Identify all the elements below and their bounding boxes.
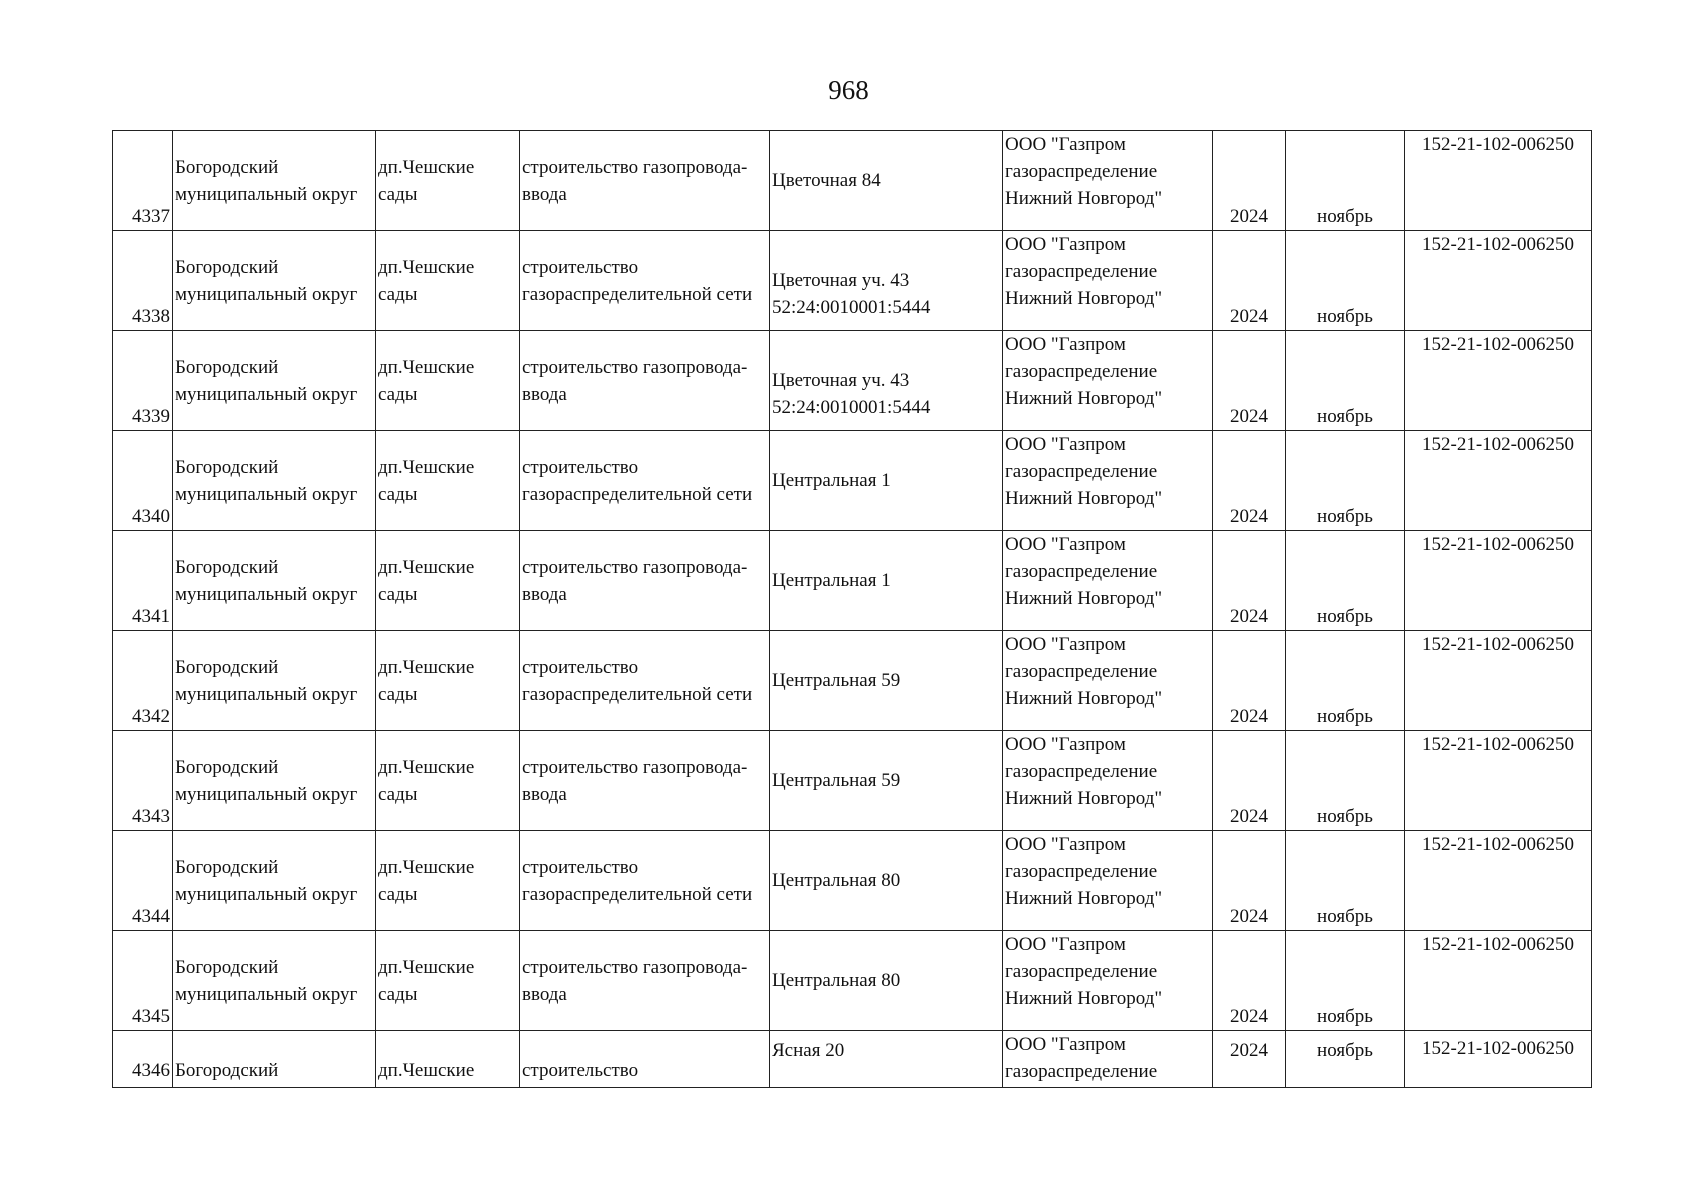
work-type-line: ввода	[522, 383, 567, 405]
month-cell	[1286, 831, 1405, 931]
district-cell	[173, 731, 376, 831]
district-cell	[173, 831, 376, 931]
address-cell	[770, 231, 1003, 331]
work-type-line: газораспределительной сети	[522, 283, 753, 305]
address-cell	[770, 131, 1003, 231]
code-value: 152-21-102-006250	[1422, 534, 1574, 555]
district-cell	[173, 631, 376, 731]
settlement-cell	[376, 1031, 520, 1088]
code-value: 152-21-102-006250	[1422, 934, 1574, 955]
district-line: муниципальный округ	[175, 583, 358, 605]
table-row	[113, 431, 1592, 531]
work-type-line: строительство газопровода-	[522, 956, 748, 978]
address-line: Цветочная 84	[772, 170, 881, 191]
settlement-cell	[376, 531, 520, 631]
district-line: Богородский	[175, 756, 279, 778]
organization-cell	[1003, 731, 1213, 831]
district-line: муниципальный округ	[175, 283, 358, 305]
address-line: Центральная 80	[772, 970, 901, 991]
row-number: 4345	[132, 1006, 170, 1027]
year-cell	[1213, 131, 1286, 231]
work-type-cell	[520, 531, 770, 631]
organization-line: газораспределение	[1005, 761, 1158, 782]
district-line: Богородский	[175, 556, 279, 578]
code-cell	[1405, 831, 1592, 931]
settlement-cell	[376, 331, 520, 431]
year-value: 2024	[1230, 1006, 1268, 1027]
address-line: Центральная 1	[772, 470, 891, 491]
month-cell	[1286, 231, 1405, 331]
organization-line: ООО "Газпром	[1005, 934, 1126, 955]
district-line: Богородский	[175, 156, 279, 178]
work-type-line: ввода	[522, 183, 567, 205]
work-type-cell	[520, 931, 770, 1031]
organization-line: газораспределение	[1005, 261, 1158, 282]
address-line: Ясная 20	[772, 1040, 845, 1061]
address-cell	[770, 731, 1003, 831]
code-value: 152-21-102-006250	[1422, 734, 1574, 755]
organization-cell	[1003, 531, 1213, 631]
settlement-cell	[376, 831, 520, 931]
organization-line: газораспределение	[1005, 361, 1158, 382]
table-body	[113, 131, 1592, 1088]
settlement-line: сады	[378, 483, 418, 505]
code-value: 152-21-102-006250	[1422, 334, 1574, 355]
table-row	[113, 131, 1592, 231]
organization-line: газораспределение	[1005, 1061, 1158, 1082]
address-cell	[770, 431, 1003, 531]
settlement-line: сады	[378, 783, 418, 805]
organization-cell	[1003, 631, 1213, 731]
address-line: Цветочная уч. 43	[772, 270, 910, 291]
organization-line: Нижний Новгород"	[1005, 488, 1163, 509]
month-value: ноябрь	[1317, 506, 1373, 527]
year-cell	[1213, 531, 1286, 631]
district-line: Богородский	[175, 356, 279, 378]
row-number-cell	[113, 831, 173, 931]
organization-line: ООО "Газпром	[1005, 134, 1126, 155]
settlement-line: сады	[378, 883, 418, 905]
year-cell	[1213, 1031, 1286, 1088]
district-line: Богородский	[175, 956, 279, 978]
settlement-line: сады	[378, 683, 418, 705]
registry-table	[112, 130, 1592, 1088]
row-number: 4338	[132, 306, 170, 327]
organization-line: ООО "Газпром	[1005, 834, 1126, 855]
district-line: муниципальный округ	[175, 983, 358, 1005]
organization-line: газораспределение	[1005, 561, 1158, 582]
work-type-cell	[520, 831, 770, 931]
work-type-line: газораспределительной сети	[522, 883, 753, 905]
year-cell	[1213, 431, 1286, 531]
address-line: Центральная 59	[772, 770, 901, 791]
organization-line: Нижний Новгород"	[1005, 688, 1163, 709]
settlement-line: дп.Чешские	[378, 456, 475, 478]
settlement-line: дп.Чешские	[378, 656, 475, 678]
row-number-cell	[113, 1031, 173, 1088]
organization-line: ООО "Газпром	[1005, 1034, 1126, 1055]
district-line: Богородский	[175, 856, 279, 878]
table-row	[113, 631, 1592, 731]
row-number: 4346	[132, 1059, 170, 1081]
settlement-line: сады	[378, 383, 418, 405]
code-cell	[1405, 731, 1592, 831]
address-cell	[770, 331, 1003, 431]
organization-line: газораспределение	[1005, 661, 1158, 682]
work-type-line: газораспределительной сети	[522, 483, 753, 505]
year-value: 2024	[1230, 906, 1268, 927]
district-line: Богородский	[175, 456, 279, 478]
year-cell	[1213, 231, 1286, 331]
year-value: 2024	[1230, 806, 1268, 827]
organization-cell	[1003, 131, 1213, 231]
organization-line: Нижний Новгород"	[1005, 788, 1163, 809]
settlement-line: дп.Чешские	[378, 256, 475, 278]
work-type-line: строительство	[522, 1059, 639, 1081]
year-value: 2024	[1230, 1040, 1268, 1061]
work-type-line: ввода	[522, 983, 567, 1005]
organization-line: ООО "Газпром	[1005, 534, 1126, 555]
code-value: 152-21-102-006250	[1422, 634, 1574, 655]
settlement-line: дп.Чешские	[378, 156, 475, 178]
settlement-line: дп.Чешские	[378, 856, 475, 878]
month-cell	[1286, 531, 1405, 631]
work-type-line: строительство	[522, 656, 639, 678]
month-value: ноябрь	[1317, 706, 1373, 727]
organization-line: ООО "Газпром	[1005, 234, 1126, 255]
code-cell	[1405, 931, 1592, 1031]
row-number: 4343	[132, 806, 170, 827]
work-type-line: строительство газопровода-	[522, 156, 748, 178]
settlement-line: дп.Чешские	[378, 356, 475, 378]
organization-cell	[1003, 831, 1213, 931]
code-cell	[1405, 631, 1592, 731]
organization-cell	[1003, 931, 1213, 1031]
settlement-line: дп.Чешские	[378, 756, 475, 778]
month-value: ноябрь	[1317, 806, 1373, 827]
work-type-cell	[520, 431, 770, 531]
district-line: Богородский	[175, 256, 279, 278]
settlement-cell	[376, 431, 520, 531]
work-type-cell	[520, 131, 770, 231]
district-cell	[173, 1031, 376, 1088]
work-type-cell	[520, 631, 770, 731]
district-line: муниципальный округ	[175, 483, 358, 505]
code-value: 152-21-102-006250	[1422, 1038, 1574, 1059]
month-value: ноябрь	[1317, 1040, 1373, 1061]
district-line: муниципальный округ	[175, 383, 358, 405]
row-number: 4337	[132, 206, 170, 227]
district-line: муниципальный округ	[175, 683, 358, 705]
address-line: Цветочная уч. 43	[772, 370, 910, 391]
year-cell	[1213, 931, 1286, 1031]
year-value: 2024	[1230, 506, 1268, 527]
work-type-cell	[520, 731, 770, 831]
month-cell	[1286, 1031, 1405, 1088]
organization-line: Нижний Новгород"	[1005, 988, 1163, 1009]
year-cell	[1213, 731, 1286, 831]
address-line: 52:24:0010001:5444	[772, 397, 931, 418]
code-value: 152-21-102-006250	[1422, 234, 1574, 255]
organization-line: Нижний Новгород"	[1005, 588, 1163, 609]
district-cell	[173, 131, 376, 231]
address-line: Центральная 80	[772, 870, 901, 891]
page-number: 968	[828, 75, 869, 105]
year-value: 2024	[1230, 606, 1268, 627]
table-row	[113, 931, 1592, 1031]
settlement-line: дп.Чешские	[378, 956, 475, 978]
organization-line: ООО "Газпром	[1005, 734, 1126, 755]
row-number: 4344	[132, 906, 170, 927]
table-row	[113, 731, 1592, 831]
settlement-cell	[376, 731, 520, 831]
organization-cell	[1003, 231, 1213, 331]
code-value: 152-21-102-006250	[1422, 434, 1574, 455]
month-cell	[1286, 631, 1405, 731]
month-value: ноябрь	[1317, 306, 1373, 327]
district-line: муниципальный округ	[175, 883, 358, 905]
table-row	[113, 331, 1592, 431]
year-cell	[1213, 831, 1286, 931]
year-cell	[1213, 631, 1286, 731]
month-cell	[1286, 331, 1405, 431]
address-cell	[770, 931, 1003, 1031]
month-value: ноябрь	[1317, 606, 1373, 627]
year-value: 2024	[1230, 706, 1268, 727]
table-row	[113, 831, 1592, 931]
address-line: Центральная 1	[772, 570, 891, 591]
row-number-cell	[113, 431, 173, 531]
organization-cell	[1003, 1031, 1213, 1088]
address-cell	[770, 1031, 1003, 1088]
row-number: 4340	[132, 506, 170, 527]
address-cell	[770, 631, 1003, 731]
code-value: 152-21-102-006250	[1422, 134, 1574, 155]
organization-line: Нижний Новгород"	[1005, 888, 1163, 909]
settlement-line: сады	[378, 983, 418, 1005]
work-type-cell	[520, 331, 770, 431]
organization-line: Нижний Новгород"	[1005, 288, 1163, 309]
settlement-line: дп.Чешские	[378, 556, 475, 578]
organization-line: газораспределение	[1005, 961, 1158, 982]
settlement-cell	[376, 931, 520, 1031]
work-type-line: газораспределительной сети	[522, 683, 753, 705]
work-type-line: строительство газопровода-	[522, 756, 748, 778]
district-cell	[173, 531, 376, 631]
work-type-line: строительство газопровода-	[522, 356, 748, 378]
organization-line: ООО "Газпром	[1005, 434, 1126, 455]
district-cell	[173, 931, 376, 1031]
district-line: Богородский	[175, 656, 279, 678]
year-value: 2024	[1230, 406, 1268, 427]
month-cell	[1286, 931, 1405, 1031]
code-cell	[1405, 131, 1592, 231]
settlement-cell	[376, 131, 520, 231]
code-cell	[1405, 231, 1592, 331]
district-cell	[173, 231, 376, 331]
row-number-cell	[113, 331, 173, 431]
organization-line: ООО "Газпром	[1005, 334, 1126, 355]
month-value: ноябрь	[1317, 1006, 1373, 1027]
work-type-line: строительство газопровода-	[522, 556, 748, 578]
row-number-cell	[113, 531, 173, 631]
row-number: 4341	[132, 606, 170, 627]
month-value: ноябрь	[1317, 906, 1373, 927]
row-number-cell	[113, 731, 173, 831]
settlement-line: дп.Чешские	[378, 1059, 475, 1081]
row-number: 4342	[132, 706, 170, 727]
organization-line: Нижний Новгород"	[1005, 188, 1163, 209]
row-number-cell	[113, 231, 173, 331]
table-row	[113, 231, 1592, 331]
settlement-line: сады	[378, 583, 418, 605]
code-value: 152-21-102-006250	[1422, 834, 1574, 855]
district-cell	[173, 331, 376, 431]
address-line: Центральная 59	[772, 670, 901, 691]
work-type-line: ввода	[522, 783, 567, 805]
organization-line: газораспределение	[1005, 161, 1158, 182]
address-cell	[770, 531, 1003, 631]
work-type-line: строительство	[522, 456, 639, 478]
district-cell	[173, 431, 376, 531]
settlement-cell	[376, 631, 520, 731]
district-line: муниципальный округ	[175, 783, 358, 805]
code-cell	[1405, 531, 1592, 631]
work-type-line: ввода	[522, 583, 567, 605]
organization-line: газораспределение	[1005, 861, 1158, 882]
table-row	[113, 1031, 1592, 1088]
year-cell	[1213, 331, 1286, 431]
month-value: ноябрь	[1317, 206, 1373, 227]
month-cell	[1286, 431, 1405, 531]
code-cell	[1405, 431, 1592, 531]
settlement-line: сады	[378, 283, 418, 305]
work-type-cell	[520, 1031, 770, 1088]
settlement-cell	[376, 231, 520, 331]
district-line: Богородский	[175, 1059, 279, 1081]
month-cell	[1286, 731, 1405, 831]
district-line: муниципальный округ	[175, 183, 358, 205]
month-cell	[1286, 131, 1405, 231]
code-cell	[1405, 1031, 1592, 1088]
year-value: 2024	[1230, 206, 1268, 227]
row-number-cell	[113, 931, 173, 1031]
code-cell	[1405, 331, 1592, 431]
work-type-line: строительство	[522, 256, 639, 278]
address-line: 52:24:0010001:5444	[772, 297, 931, 318]
organization-line: газораспределение	[1005, 461, 1158, 482]
row-number-cell	[113, 131, 173, 231]
address-cell	[770, 831, 1003, 931]
year-value: 2024	[1230, 306, 1268, 327]
work-type-cell	[520, 231, 770, 331]
organization-line: Нижний Новгород"	[1005, 388, 1163, 409]
row-number-cell	[113, 631, 173, 731]
organization-cell	[1003, 431, 1213, 531]
settlement-line: сады	[378, 183, 418, 205]
row-number: 4339	[132, 406, 170, 427]
month-value: ноябрь	[1317, 406, 1373, 427]
work-type-line: строительство	[522, 856, 639, 878]
organization-line: ООО "Газпром	[1005, 634, 1126, 655]
organization-cell	[1003, 331, 1213, 431]
table-row	[113, 531, 1592, 631]
